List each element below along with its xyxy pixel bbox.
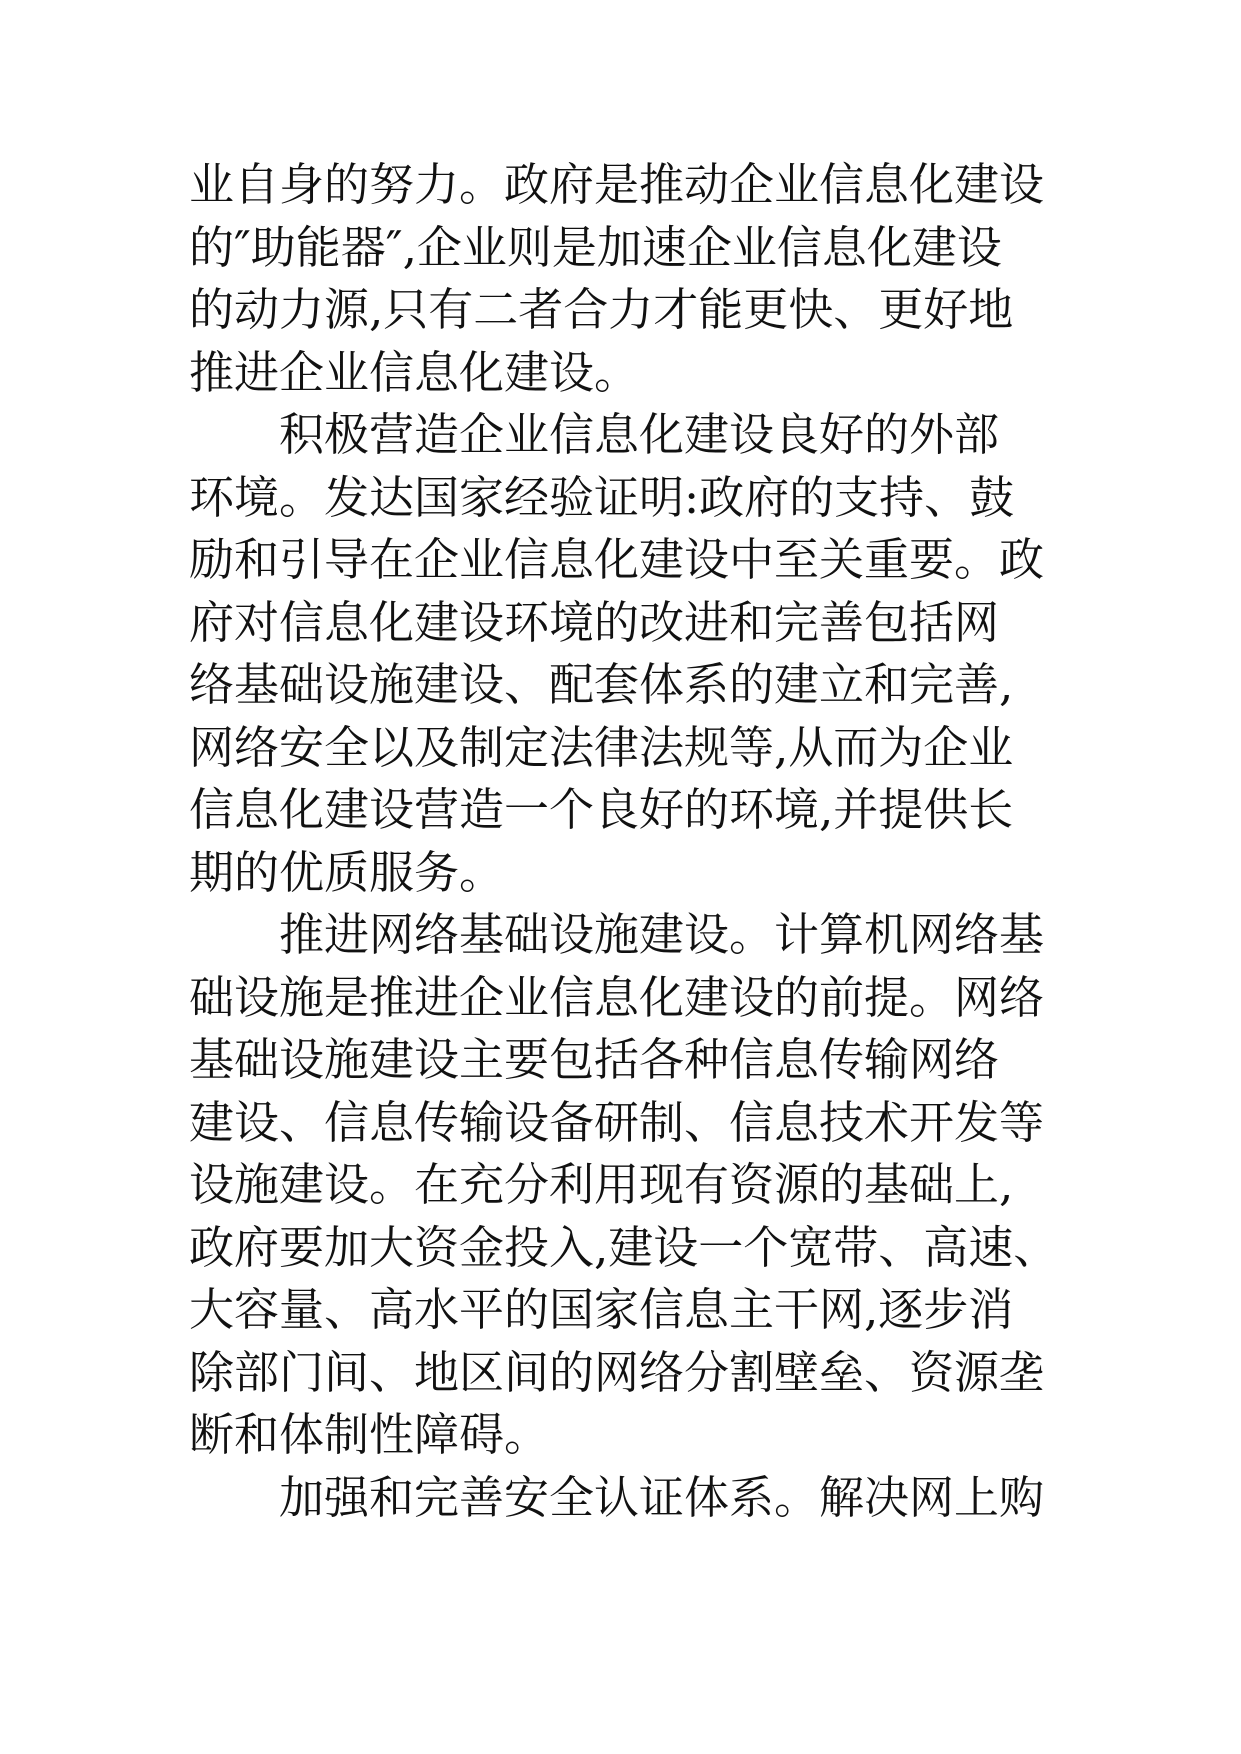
text-line: 设施建设。在充分利用现有资源的基础上, <box>189 1158 1014 1211</box>
body-text <box>189 154 1089 1529</box>
text-line: 基础设施建设主要包括各种信息传输网络 <box>189 1033 1000 1086</box>
text-line: 推进企业信息化建设。 <box>189 345 640 399</box>
text-line: 除部门间、地区间的网络分割壁垒、资源垄 <box>189 1345 1045 1399</box>
text-line: 断和体制性障碍。 <box>189 1408 550 1461</box>
text-line: 业自身的努力。政府是推动企业信息化建设 <box>189 158 1045 211</box>
text-line: 大容量、高水平的国家信息主干网,逐步消 <box>189 1283 1014 1336</box>
paragraph-first-line: 加强和完善安全认证体系。解决网上购 <box>279 1470 1045 1524</box>
text-line: 环境。发达国家经验证明:政府的支持、鼓 <box>189 470 1015 524</box>
text-line: 网络安全以及制定法律法规等,从而为企业 <box>189 720 1014 774</box>
text-line: 建设、信息传输设备研制、信息技术开发等 <box>189 1095 1045 1149</box>
text-line: 的″助能器″,企业则是加速企业信息化建设 <box>189 220 1002 274</box>
text-line: 期的优质服务。 <box>189 845 505 899</box>
text-line: 的动力源,只有二者合力才能更快、更好地 <box>189 283 1014 336</box>
paragraph-first-line: 推进网络基础设施建设。计算机网络基 <box>279 908 1045 961</box>
text-line: 政府要加大资金投入,建设一个宽带、高速、 <box>189 1220 1059 1274</box>
text-line: 府对信息化建设环境的改进和完善包括网 <box>189 595 1000 649</box>
text-line: 信息化建设营造一个良好的环境,并提供长 <box>189 783 1014 836</box>
text-line: 础设施是推进企业信息化建设的前提。网络 <box>189 970 1045 1024</box>
text-line: 络基础设施建设、配套体系的建立和完善, <box>189 658 1014 711</box>
paragraph-first-line: 积极营造企业信息化建设良好的外部 <box>279 408 1000 461</box>
text-line: 励和引导在企业信息化建设中至关重要。政 <box>189 533 1045 586</box>
